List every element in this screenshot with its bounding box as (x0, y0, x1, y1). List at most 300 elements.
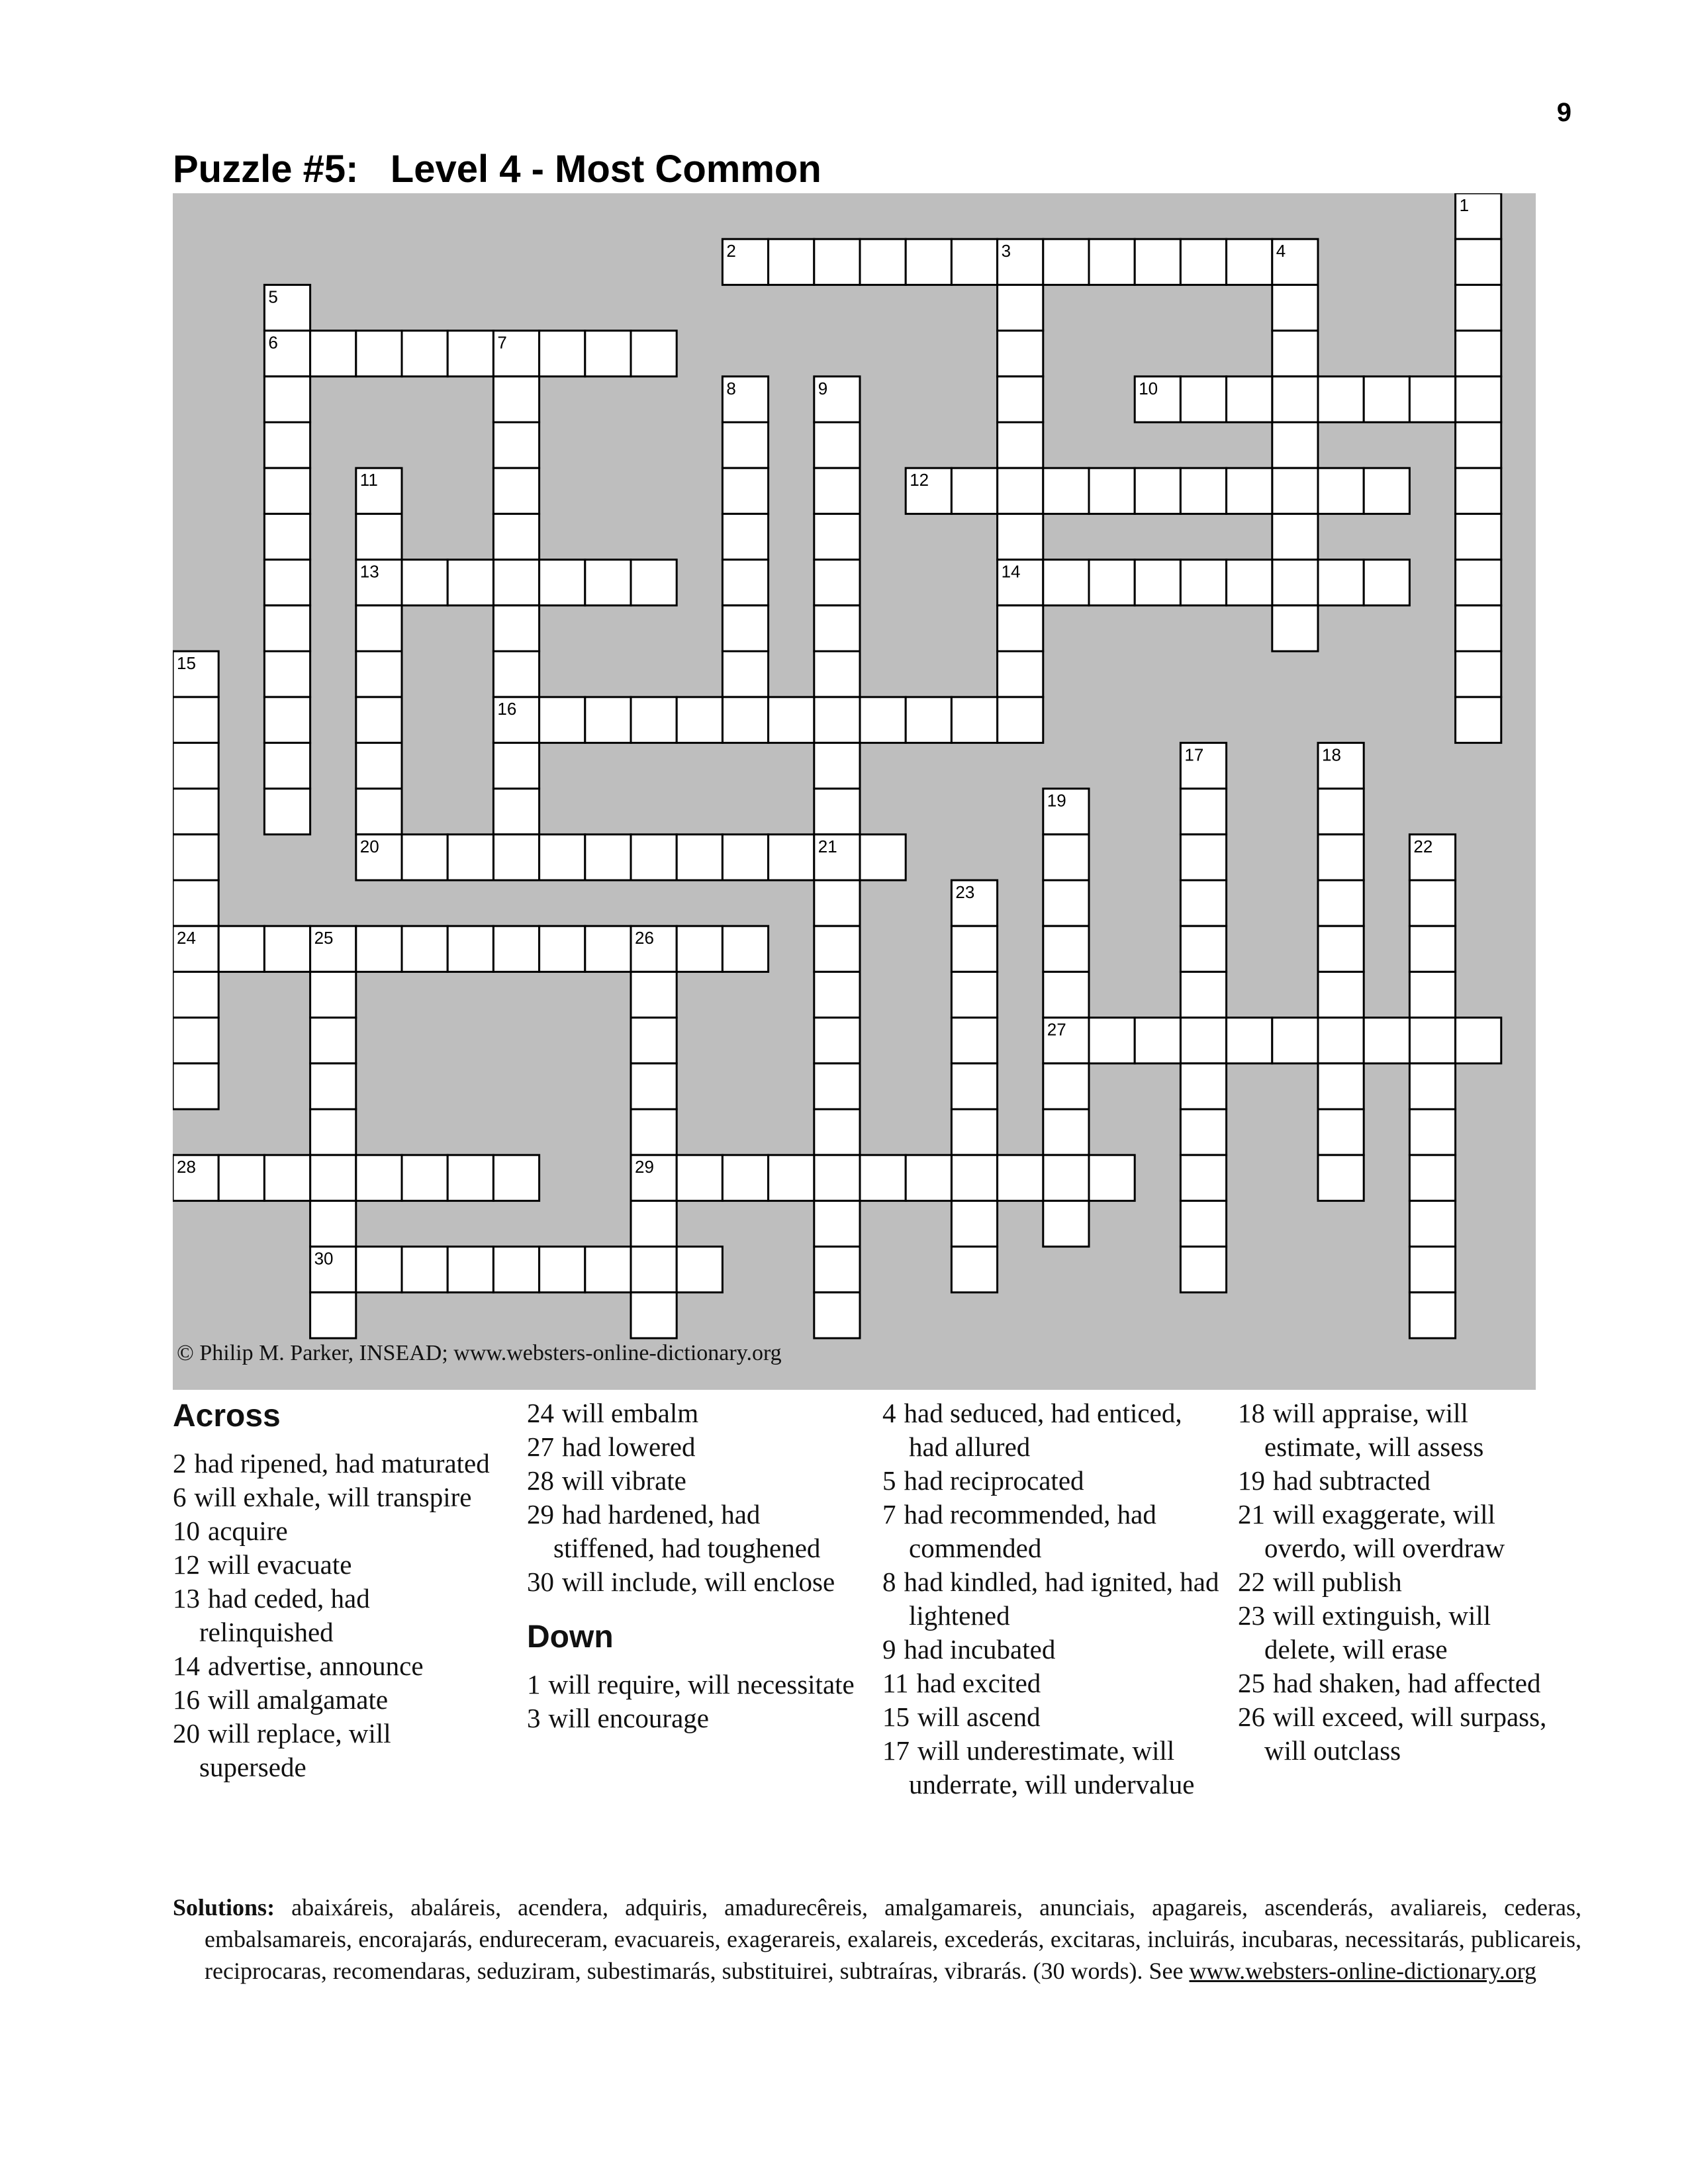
grid-cell-r2-c28[interactable] (1456, 285, 1501, 330)
grid-cell-r2-c24[interactable] (1272, 285, 1318, 330)
grid-cell-r1-c21[interactable] (1135, 239, 1180, 285)
grid-cell-r16-c7[interactable] (493, 926, 539, 972)
grid-cell-r22-c10[interactable] (631, 1201, 677, 1246)
grid-cell-r15-c19[interactable] (1043, 880, 1089, 926)
clue-text: had subtracted (1273, 1465, 1430, 1496)
grid-cell-r6-c24[interactable] (1272, 468, 1318, 514)
grid-cell-r20-c25[interactable] (1318, 1109, 1364, 1155)
grid-cell-r20-c22[interactable] (1180, 1109, 1226, 1155)
grid-cell-r8-c22[interactable] (1180, 560, 1226, 606)
grid-cell-r18-c20[interactable] (1089, 1018, 1135, 1064)
grid-cell-r17-c14[interactable] (814, 972, 860, 1017)
grid-cell-r21-c27[interactable] (1409, 1155, 1455, 1201)
solutions-label: Solutions: (173, 1894, 275, 1921)
grid-cell-r1-c13[interactable] (769, 239, 814, 285)
grid-cell-r19-c0[interactable] (173, 1064, 218, 1109)
grid-cell-r13-c25[interactable] (1318, 789, 1364, 835)
grid-cell-r20-c27[interactable] (1409, 1109, 1455, 1155)
grid-cell-r6-c22[interactable] (1180, 468, 1226, 514)
grid-cell-r21-c2[interactable] (264, 1155, 310, 1201)
grid-cell-r17-c0[interactable] (173, 972, 218, 1017)
grid-cell-r14-c19[interactable] (1043, 835, 1089, 880)
grid-cell-r18-c25[interactable] (1318, 1018, 1364, 1064)
grid-cell-r14-c13[interactable] (769, 835, 814, 880)
clue-text: had excited (916, 1668, 1041, 1698)
grid-cell-r11-c2[interactable] (264, 697, 310, 743)
clue-number-15: 15 (177, 653, 196, 673)
clue-text: acquire (208, 1516, 288, 1546)
clue-number: 25 (1238, 1668, 1265, 1698)
grid-cell-r14-c25[interactable] (1318, 835, 1364, 880)
grid-cell-r17-c3[interactable] (310, 972, 356, 1017)
grid-cell-r6-c21[interactable] (1135, 468, 1180, 514)
grid-cell-r7-c12[interactable] (722, 514, 768, 559)
grid-cell-r16-c2[interactable] (264, 926, 310, 972)
clue-item (527, 1396, 858, 1430)
grid-cell-r6-c7[interactable] (493, 468, 539, 514)
grid-cell-r21-c12[interactable] (722, 1155, 768, 1201)
grid-cell-r16-c17[interactable] (951, 926, 997, 972)
grid-cell-r10-c28[interactable] (1456, 651, 1501, 697)
grid-cell-r16-c27[interactable] (1409, 926, 1455, 972)
grid-cell-r21-c25[interactable] (1318, 1155, 1364, 1201)
grid-cell-r4-c25[interactable] (1318, 377, 1364, 422)
grid-cell-r7-c18[interactable] (998, 514, 1043, 559)
grid-cell-r24-c3[interactable] (310, 1293, 356, 1338)
grid-cell-r18-c0[interactable] (173, 1018, 218, 1064)
grid-cell-r5-c18[interactable] (998, 422, 1043, 468)
grid-cell-r23-c14[interactable] (814, 1247, 860, 1293)
grid-cell-r3-c24[interactable] (1272, 331, 1318, 377)
grid-cell-r5-c28[interactable] (1456, 422, 1501, 468)
grid-cell-r11-c16[interactable] (906, 697, 951, 743)
grid-cell-r12-c7[interactable] (493, 743, 539, 788)
grid-cell-r21-c19[interactable] (1043, 1155, 1089, 1201)
grid-cell-r3-c8[interactable] (539, 331, 585, 377)
grid-cell-r16-c19[interactable] (1043, 926, 1089, 972)
grid-cell-r23-c10[interactable] (631, 1247, 677, 1293)
grid-cell-r18-c23[interactable] (1227, 1018, 1272, 1064)
grid-cell-r23-c7[interactable] (493, 1247, 539, 1293)
grid-cell-r17-c17[interactable] (951, 972, 997, 1017)
grid-cell-r3-c18[interactable] (998, 331, 1043, 377)
clue-number: 29 (527, 1499, 554, 1529)
grid-cell-r9-c24[interactable] (1272, 606, 1318, 651)
grid-cell-r13-c22[interactable] (1180, 789, 1226, 835)
grid-cell-r14-c0[interactable] (173, 835, 218, 880)
grid-cell-r15-c0[interactable] (173, 880, 218, 926)
grid-cell-r8-c21[interactable] (1135, 560, 1180, 606)
grid-cell-r20-c17[interactable] (951, 1109, 997, 1155)
grid-cell-r3-c9[interactable] (585, 331, 631, 377)
grid-cell-r19-c14[interactable] (814, 1064, 860, 1109)
grid-cell-r8-c25[interactable] (1318, 560, 1364, 606)
grid-cell-r9-c4[interactable] (356, 606, 402, 651)
grid-cell-r19-c27[interactable] (1409, 1064, 1455, 1109)
grid-cell-r11-c15[interactable] (860, 697, 906, 743)
grid-cell-r10-c18[interactable] (998, 651, 1043, 697)
grid-cell-r11-c14[interactable] (814, 697, 860, 743)
clue-number: 4 (882, 1398, 896, 1428)
grid-cell-r8-c24[interactable] (1272, 560, 1318, 606)
clue-item (527, 1464, 858, 1498)
grid-cell-r7-c4[interactable] (356, 514, 402, 559)
grid-cell-r15-c25[interactable] (1318, 880, 1364, 926)
grid-cell-r21-c11[interactable] (677, 1155, 722, 1201)
grid-cell-r22-c17[interactable] (951, 1201, 997, 1246)
grid-cell-r8-c2[interactable] (264, 560, 310, 606)
grid-cell-r1-c16[interactable] (906, 239, 951, 285)
grid-cell-r18-c26[interactable] (1364, 1018, 1409, 1064)
grid-cell-r4-c2[interactable] (264, 377, 310, 422)
grid-cell-r23-c4[interactable] (356, 1247, 402, 1293)
grid-cell-r21-c3[interactable] (310, 1155, 356, 1201)
grid-cell-r10-c7[interactable] (493, 651, 539, 697)
grid-cell-r13-c0[interactable] (173, 789, 218, 835)
grid-cell-r8-c14[interactable] (814, 560, 860, 606)
grid-cell-r18-c14[interactable] (814, 1018, 860, 1064)
grid-cell-r1-c14[interactable] (814, 239, 860, 285)
grid-cell-r22-c22[interactable] (1180, 1201, 1226, 1246)
grid-cell-r23-c17[interactable] (951, 1247, 997, 1293)
grid-cell-r23-c27[interactable] (1409, 1247, 1455, 1293)
grid-cell-r9-c2[interactable] (264, 606, 310, 651)
clue-number-26: 26 (635, 928, 654, 948)
grid-cell-r8-c8[interactable] (539, 560, 585, 606)
grid-cell-r9-c18[interactable] (998, 606, 1043, 651)
down-clue-list-continued-2 (1238, 1396, 1569, 1768)
grid-cell-r19-c17[interactable] (951, 1064, 997, 1109)
grid-cell-r18-c17[interactable] (951, 1018, 997, 1064)
clue-text: will require, will necessitate (548, 1669, 855, 1700)
grid-cell-r19-c10[interactable] (631, 1064, 677, 1109)
grid-cell-r6-c28[interactable] (1456, 468, 1501, 514)
grid-cell-r11-c17[interactable] (951, 697, 997, 743)
across-clue-list-continued (527, 1396, 858, 1599)
grid-cell-r1-c19[interactable] (1043, 239, 1089, 285)
clue-number-7: 7 (497, 332, 507, 353)
clue-column-1 (173, 1396, 504, 1784)
grid-cell-r16-c1[interactable] (218, 926, 264, 972)
grid-cell-r21-c17[interactable] (951, 1155, 997, 1201)
grid-cell-r17-c19[interactable] (1043, 972, 1089, 1017)
clue-item (173, 1548, 504, 1582)
grid-cell-r23-c22[interactable] (1180, 1247, 1226, 1293)
grid-cell-r24-c14[interactable] (814, 1293, 860, 1338)
clue-number-22: 22 (1413, 836, 1433, 856)
clue-item (1238, 1666, 1569, 1700)
grid-cell-r21-c14[interactable] (814, 1155, 860, 1201)
grid-cell-r18-c28[interactable] (1456, 1018, 1501, 1064)
grid-cell-r21-c13[interactable] (769, 1155, 814, 1201)
clue-text: will replace, will supersede (199, 1718, 391, 1782)
grid-cell-r8-c6[interactable] (447, 560, 493, 606)
grid-cell-r20-c14[interactable] (814, 1109, 860, 1155)
clue-item (527, 1430, 858, 1464)
clue-number: 14 (173, 1651, 200, 1681)
clue-text: will appraise, will estimate, will assess (1264, 1398, 1484, 1462)
grid-cell-r7-c2[interactable] (264, 514, 310, 559)
clue-number: 28 (527, 1465, 554, 1496)
grid-cell-r6-c2[interactable] (264, 468, 310, 514)
clue-text: will ascend (917, 1702, 1041, 1732)
grid-cell-r16-c5[interactable] (402, 926, 447, 972)
grid-cell-r10-c12[interactable] (722, 651, 768, 697)
grid-cell-r14-c22[interactable] (1180, 835, 1226, 880)
grid-cell-r21-c1[interactable] (218, 1155, 264, 1201)
grid-cell-r16-c22[interactable] (1180, 926, 1226, 972)
grid-cell-r22-c3[interactable] (310, 1201, 356, 1246)
grid-cell-r9-c28[interactable] (1456, 606, 1501, 651)
grid-cell-r5-c24[interactable] (1272, 422, 1318, 468)
grid-cell-r18-c27[interactable] (1409, 1018, 1455, 1064)
grid-cell-r5-c7[interactable] (493, 422, 539, 468)
grid-cell-r11-c4[interactable] (356, 697, 402, 743)
grid-cell-r5-c2[interactable] (264, 422, 310, 468)
clue-item (882, 1666, 1227, 1700)
clue-number-30: 30 (314, 1248, 334, 1269)
grid-cell-r19-c19[interactable] (1043, 1064, 1089, 1109)
clue-number: 30 (527, 1567, 554, 1597)
grid-cell-r10-c14[interactable] (814, 651, 860, 697)
grid-cell-r20-c10[interactable] (631, 1109, 677, 1155)
clue-number: 8 (882, 1567, 896, 1597)
grid-cell-r21-c4[interactable] (356, 1155, 402, 1201)
grid-cell-r1-c20[interactable] (1089, 239, 1135, 285)
grid-cell-r14-c7[interactable] (493, 835, 539, 880)
grid-cell-r22-c19[interactable] (1043, 1201, 1089, 1246)
grid-cell-r14-c10[interactable] (631, 835, 677, 880)
clue-item (173, 1649, 504, 1683)
clue-text: had shaken, had affected (1273, 1668, 1541, 1698)
grid-cell-r8-c26[interactable] (1364, 560, 1409, 606)
clue-text: will vibrate (562, 1465, 686, 1496)
clue-number: 11 (882, 1668, 909, 1698)
grid-cell-r18-c22[interactable] (1180, 1018, 1226, 1064)
grid-cell-r3-c5[interactable] (402, 331, 447, 377)
grid-cell-r24-c27[interactable] (1409, 1293, 1455, 1338)
grid-cell-r4-c27[interactable] (1409, 377, 1455, 422)
clue-number-24: 24 (177, 928, 196, 948)
grid-cell-r23-c5[interactable] (402, 1247, 447, 1293)
grid-cell-r5-c14[interactable] (814, 422, 860, 468)
grid-cell-r16-c9[interactable] (585, 926, 631, 972)
grid-cell-r6-c25[interactable] (1318, 468, 1364, 514)
grid-cell-r4-c23[interactable] (1227, 377, 1272, 422)
grid-cell-r18-c24[interactable] (1272, 1018, 1318, 1064)
grid-cell-r13-c4[interactable] (356, 789, 402, 835)
grid-cell-r17-c27[interactable] (1409, 972, 1455, 1017)
grid-cell-r6-c14[interactable] (814, 468, 860, 514)
clue-column-3 (882, 1396, 1227, 1801)
grid-cell-r11-c28[interactable] (1456, 697, 1501, 743)
grid-cell-r4-c18[interactable] (998, 377, 1043, 422)
grid-cell-r1-c17[interactable] (951, 239, 997, 285)
clue-item (882, 1633, 1227, 1666)
grid-cell-r6-c19[interactable] (1043, 468, 1089, 514)
grid-cell-r8-c23[interactable] (1227, 560, 1272, 606)
grid-cell-r11-c18[interactable] (998, 697, 1043, 743)
grid-cell-r3-c3[interactable] (310, 331, 356, 377)
grid-cell-r18-c3[interactable] (310, 1018, 356, 1064)
grid-cell-r10-c4[interactable] (356, 651, 402, 697)
clue-item (527, 1565, 858, 1599)
grid-cell-r16-c8[interactable] (539, 926, 585, 972)
grid-cell-r16-c14[interactable] (814, 926, 860, 972)
grid-cell-r12-c2[interactable] (264, 743, 310, 788)
grid-cell-r14-c5[interactable] (402, 835, 447, 880)
grid-cell-r7-c14[interactable] (814, 514, 860, 559)
grid-cell-r8-c12[interactable] (722, 560, 768, 606)
grid-cell-r16-c6[interactable] (447, 926, 493, 972)
grid-cell-r6-c26[interactable] (1364, 468, 1409, 514)
grid-cell-r16-c11[interactable] (677, 926, 722, 972)
clue-text: will publish (1273, 1567, 1402, 1597)
grid-cell-r16-c12[interactable] (722, 926, 768, 972)
grid-cell-r8-c20[interactable] (1089, 560, 1135, 606)
grid-cell-r4-c26[interactable] (1364, 377, 1409, 422)
grid-cell-r11-c13[interactable] (769, 697, 814, 743)
grid-cell-r8-c5[interactable] (402, 560, 447, 606)
grid-cell-r15-c14[interactable] (814, 880, 860, 926)
grid-cell-r3-c6[interactable] (447, 331, 493, 377)
clue-number: 15 (882, 1702, 910, 1732)
clue-number-12: 12 (910, 470, 929, 490)
grid-cell-r4-c28[interactable] (1456, 377, 1501, 422)
grid-cell-r13-c14[interactable] (814, 789, 860, 835)
grid-cell-r14-c11[interactable] (677, 835, 722, 880)
solutions-paragraph (173, 1891, 1581, 1987)
grid-cell-r7-c24[interactable] (1272, 514, 1318, 559)
grid-cell-r11-c9[interactable] (585, 697, 631, 743)
grid-cell-r21-c7[interactable] (493, 1155, 539, 1201)
grid-cell-r6-c23[interactable] (1227, 468, 1272, 514)
grid-cell-r12-c0[interactable] (173, 743, 218, 788)
grid-cell-r10-c2[interactable] (264, 651, 310, 697)
grid-cell-r18-c10[interactable] (631, 1018, 677, 1064)
grid-cell-r17-c22[interactable] (1180, 972, 1226, 1017)
grid-cell-r21-c20[interactable] (1089, 1155, 1135, 1201)
grid-cell-r12-c14[interactable] (814, 743, 860, 788)
grid-cell-r6-c20[interactable] (1089, 468, 1135, 514)
grid-cell-r7-c28[interactable] (1456, 514, 1501, 559)
grid-cell-r12-c4[interactable] (356, 743, 402, 788)
clue-text: will exhale, will transpire (194, 1482, 472, 1512)
clue-text: will embalm (562, 1398, 699, 1428)
grid-cell-r6-c18[interactable] (998, 468, 1043, 514)
grid-cell-r4-c7[interactable] (493, 377, 539, 422)
grid-cell-r15-c27[interactable] (1409, 880, 1455, 926)
grid-cell-r8-c19[interactable] (1043, 560, 1089, 606)
grid-cell-r21-c22[interactable] (1180, 1155, 1226, 1201)
grid-cell-r4-c22[interactable] (1180, 377, 1226, 422)
grid-cell-r13-c2[interactable] (264, 789, 310, 835)
grid-cell-r23-c11[interactable] (677, 1247, 722, 1293)
grid-cell-r23-c9[interactable] (585, 1247, 631, 1293)
grid-cell-r11-c12[interactable] (722, 697, 768, 743)
grid-cell-r3-c10[interactable] (631, 331, 677, 377)
grid-cell-r1-c15[interactable] (860, 239, 906, 285)
grid-cell-r17-c25[interactable] (1318, 972, 1364, 1017)
grid-cell-r2-c18[interactable] (998, 285, 1043, 330)
grid-cell-r1-c23[interactable] (1227, 239, 1272, 285)
grid-cell-r3-c4[interactable] (356, 331, 402, 377)
grid-cell-r24-c10[interactable] (631, 1293, 677, 1338)
grid-cell-r11-c0[interactable] (173, 697, 218, 743)
grid-cell-r21-c16[interactable] (906, 1155, 951, 1201)
grid-cell-r13-c7[interactable] (493, 789, 539, 835)
grid-cell-r19-c3[interactable] (310, 1064, 356, 1109)
grid-cell-r21-c6[interactable] (447, 1155, 493, 1201)
solutions-link[interactable]: www.websters-online-dictionary.org (1189, 1958, 1537, 1984)
grid-cell-r8-c28[interactable] (1456, 560, 1501, 606)
grid-cell-r5-c12[interactable] (722, 422, 768, 468)
grid-cell-r9-c7[interactable] (493, 606, 539, 651)
grid-cell-r11-c8[interactable] (539, 697, 585, 743)
grid-cell-r6-c12[interactable] (722, 468, 768, 514)
grid-cell-r14-c6[interactable] (447, 835, 493, 880)
clue-number-13: 13 (359, 561, 379, 582)
grid-cell-r14-c8[interactable] (539, 835, 585, 880)
clue-text: will exaggerate, will overdo, will overdraw (1264, 1499, 1505, 1563)
grid-cell-r11-c10[interactable] (631, 697, 677, 743)
grid-cell-r14-c12[interactable] (722, 835, 768, 880)
grid-cell-r8-c10[interactable] (631, 560, 677, 606)
grid-cell-r17-c10[interactable] (631, 972, 677, 1017)
grid-cell-r8-c9[interactable] (585, 560, 631, 606)
grid-cell-r7-c7[interactable] (493, 514, 539, 559)
grid-cell-r1-c22[interactable] (1180, 239, 1226, 285)
grid-cell-r11-c11[interactable] (677, 697, 722, 743)
clue-item (1238, 1700, 1569, 1768)
grid-cell-r9-c14[interactable] (814, 606, 860, 651)
grid-cell-r21-c5[interactable] (402, 1155, 447, 1201)
grid-cell-r9-c12[interactable] (722, 606, 768, 651)
grid-cell-r23-c8[interactable] (539, 1247, 585, 1293)
grid-cell-r22-c14[interactable] (814, 1201, 860, 1246)
grid-cell-r4-c24[interactable] (1272, 377, 1318, 422)
down-heading: Down (527, 1619, 614, 1655)
grid-cell-r20-c19[interactable] (1043, 1109, 1089, 1155)
grid-cell-r14-c9[interactable] (585, 835, 631, 880)
grid-cell-r20-c3[interactable] (310, 1109, 356, 1155)
clue-number-6: 6 (268, 332, 278, 353)
clue-text: had reciprocated (904, 1465, 1084, 1496)
grid-cell-r8-c7[interactable] (493, 560, 539, 606)
grid-cell-r21-c15[interactable] (860, 1155, 906, 1201)
clue-number-5: 5 (268, 287, 278, 307)
grid-cell-r18-c21[interactable] (1135, 1018, 1180, 1064)
grid-cell-r19-c22[interactable] (1180, 1064, 1226, 1109)
grid-cell-r19-c25[interactable] (1318, 1064, 1364, 1109)
grid-cell-r16-c25[interactable] (1318, 926, 1364, 972)
clue-number: 1 (527, 1669, 541, 1700)
clue-number: 12 (173, 1549, 200, 1580)
grid-cell-r21-c18[interactable] (998, 1155, 1043, 1201)
grid-cell-r1-c28[interactable] (1456, 239, 1501, 285)
clue-number-3: 3 (1001, 241, 1011, 261)
grid-cell-r15-c22[interactable] (1180, 880, 1226, 926)
grid-cell-r14-c15[interactable] (860, 835, 906, 880)
grid-cell-r6-c17[interactable] (951, 468, 997, 514)
grid-cell-r22-c27[interactable] (1409, 1201, 1455, 1246)
clue-number: 21 (1238, 1499, 1265, 1529)
grid-cell-r16-c4[interactable] (356, 926, 402, 972)
clue-text: had hardened, had stiffened, had toughened (553, 1499, 821, 1563)
grid-cell-r23-c6[interactable] (447, 1247, 493, 1293)
grid-cell-r3-c28[interactable] (1456, 331, 1501, 377)
clue-item (882, 1498, 1227, 1565)
